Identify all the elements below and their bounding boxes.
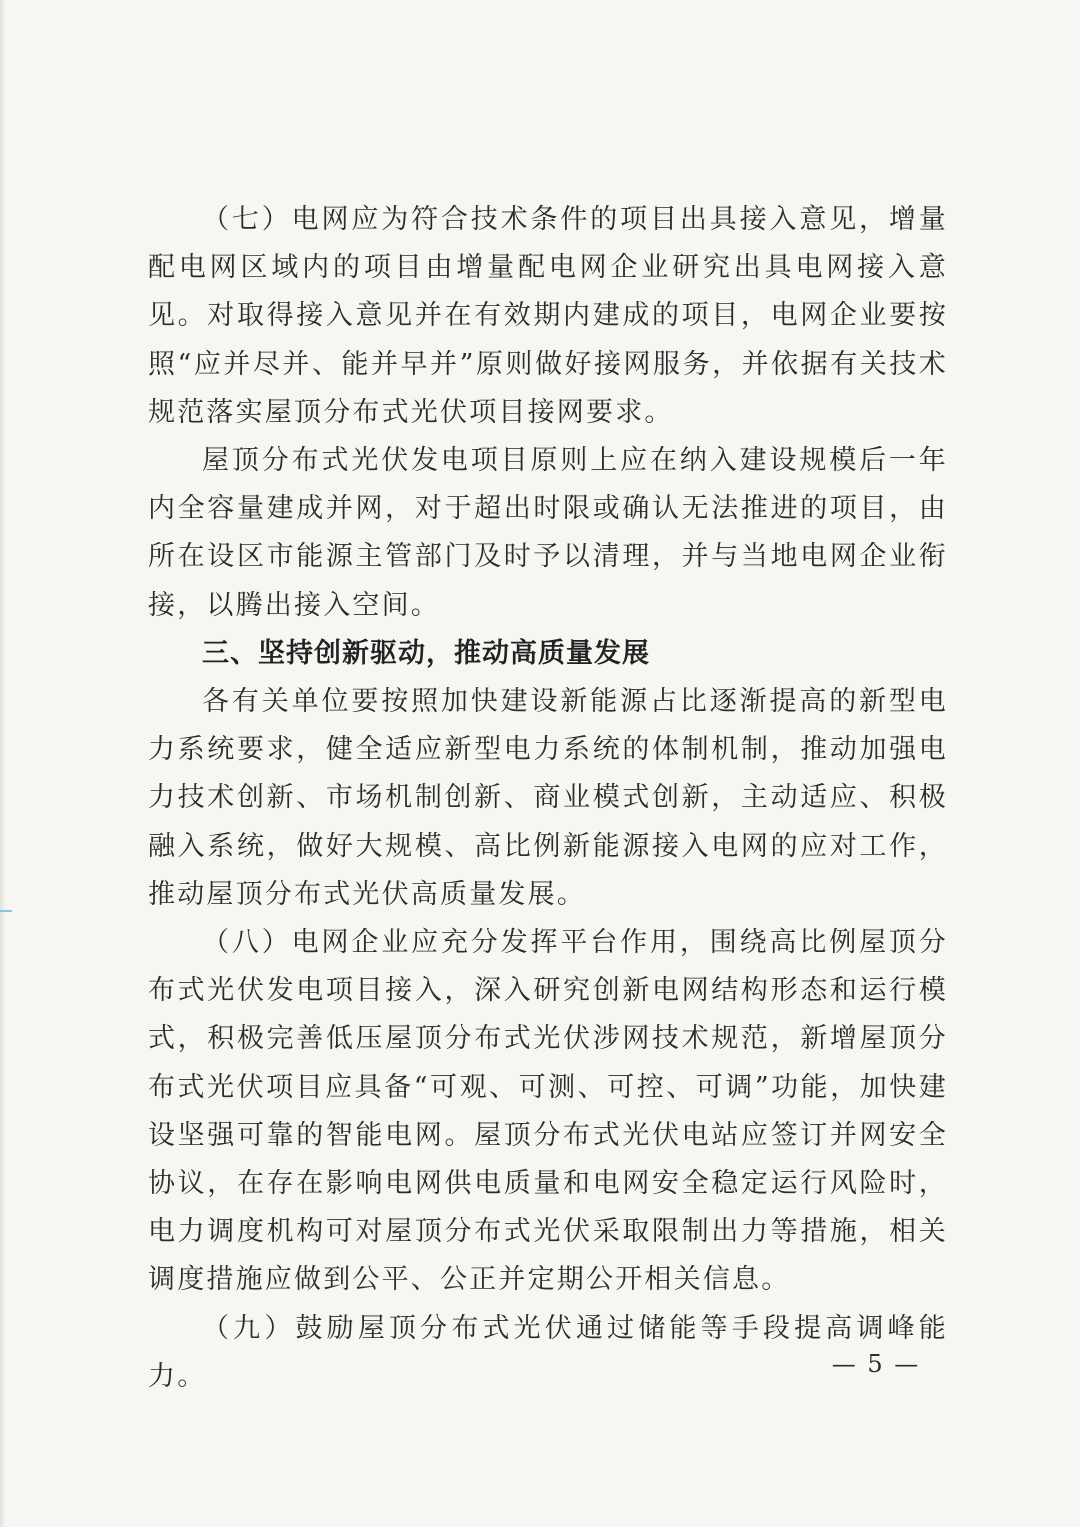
paragraph-item-9: （九）鼓励屋顶分布式光伏通过储能等手段提高调峰能力。: [148, 1312, 948, 1392]
page-edge-shadow: [0, 0, 6, 1527]
section-heading: 三、坚持创新驱动，推动高质量发展: [202, 637, 650, 669]
paragraph-item-7: （七）电网应为符合技术条件的项目出具接入意见，增量配电网区域内的项目由增量配电网企业研究出具电网接入意见。对取得接入意见并在有效期内建成的项目，电网企业要按照“应并尽并、能并早并”原则做好接网服务，并依据有关技术规范落实屋顶分布式光伏项目接网要求。: [148, 204, 948, 428]
margin-mark: [0, 910, 12, 912]
document-body: [148, 196, 948, 1401]
paragraph-construction-deadline: 屋顶分布式光伏发电项目原则上应在纳入建设规模后一年内全容量建成并网，对于超出时限或确认无法推进的项目，由所在设区市能源主管部门及时予以清理，并与当地电网企业衔接，以腾出接入空间。: [148, 445, 948, 621]
paragraph-section-intro: 各有关单位要按照加快建设新能源占比逐渐提高的新型电力系统要求，健全适应新型电力系统的体制机制，推动加强电力技术创新、市场机制创新、商业模式创新，主动适应、积极融入系统，做好大规模、高比例新能源接入电网的应对工作，推动屋顶分布式光伏高质量发展。: [148, 686, 948, 910]
page-number: — 5 —: [831, 1350, 921, 1378]
paragraph-item-8: （八）电网企业应充分发挥平台作用，围绕高比例屋顶分布式光伏发电项目接入，深入研究创新电网结构形态和运行模式，积极完善低压屋顶分布式光伏涉网技术规范，新增屋顶分布式光伏项目应具备“可观、可测、可控、可调”功能，加快建设坚强可靠的智能电网。屋顶分布式光伏电站应签订并网安全协议，在存在影响电网供电质量和电网安全稳定运行风险时，电力调度机构可对屋顶分布式光伏采取限制出力等措施，相关调度措施应做到公平、公正并定期公开相关信息。: [148, 927, 948, 1296]
